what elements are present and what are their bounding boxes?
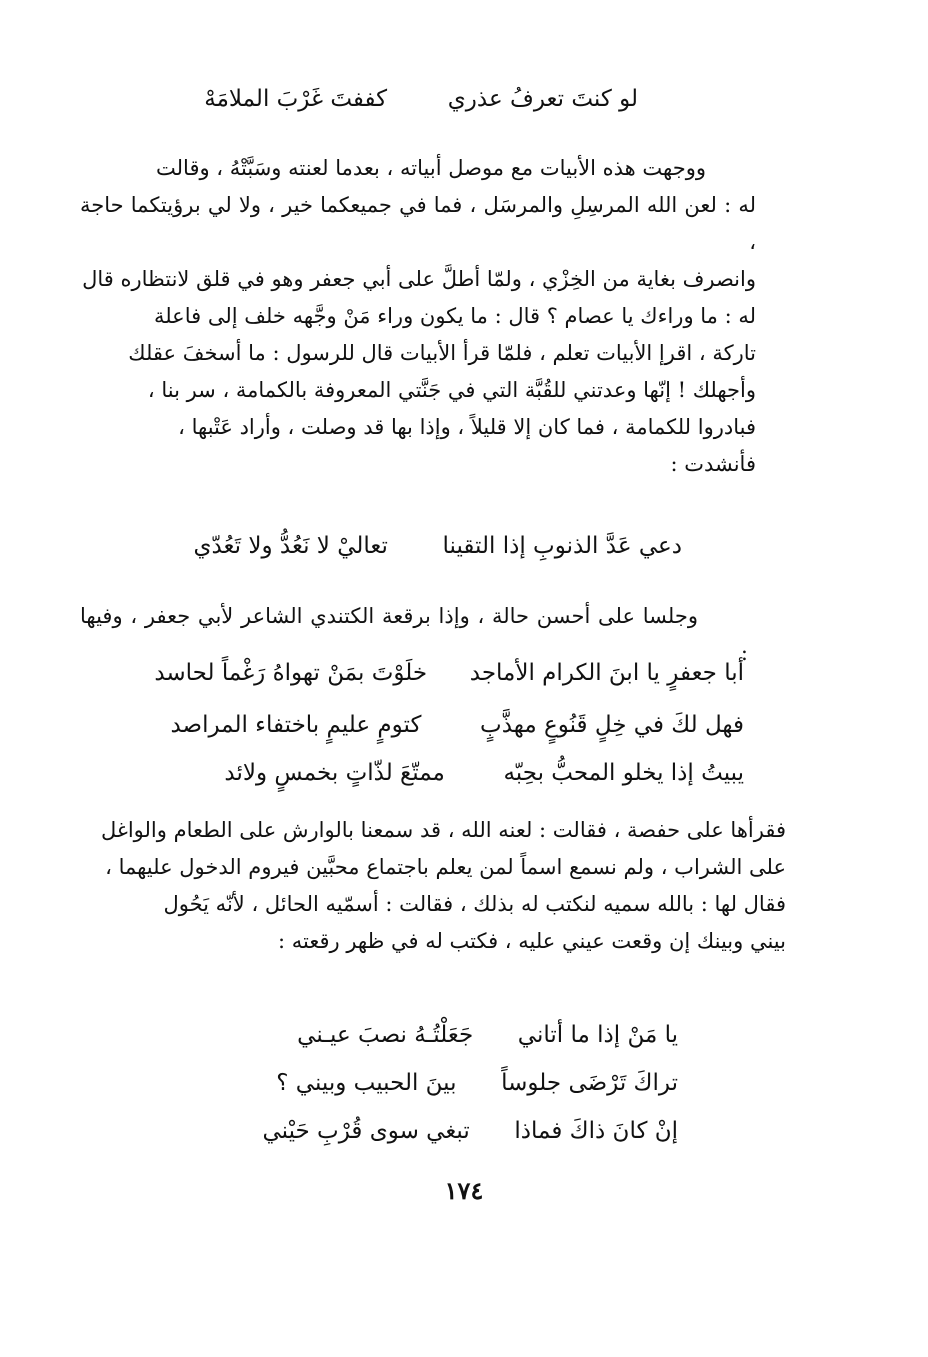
paragraph-3 bbox=[80, 812, 786, 960]
paragraph-3-line: فقال لها : بالله سميه لنكتب له بذلك ، فقالت : أسمّيه الحائل ، لأنّه يَحُول bbox=[163, 892, 786, 916]
paragraph-3-line: بيني وبينك إن وقعت عيني عليه ، فكتب له في ظهر رقعته : bbox=[278, 929, 786, 953]
paragraph-2-line: وجلسا على أحسن حالة ، وإذا برقعة الكتندي الشاعر لأبي جعفر ، وفيها : bbox=[80, 604, 748, 665]
poem-1-line-3-right: يبيتُ إذا يخلو المحبُّ بحِبّه bbox=[503, 760, 744, 786]
poem-2-line-1-left: جَعَلْتُـهُ نصبَ عيـني bbox=[297, 1022, 474, 1048]
verse-top bbox=[204, 84, 638, 114]
paragraph-1-line: له : لعن الله المرسِلِ والمرسَل ، فما في جميعكما خير ، ولا لي برؤيتكما حاجة ، bbox=[80, 193, 756, 254]
paragraph-1-line: وانصرف بغاية من الخِزْي ، ولمّا أطلَّ على أبي جعفر وهو في قلق لانتظاره قال bbox=[82, 267, 756, 291]
paragraph-1-line: فبادروا للكمامة ، فما كان إلا قليلاً ، وإذا بها قد وصلت ، وأراد عَتْبها ، bbox=[178, 415, 756, 439]
poem-1-line-1-left: خلَوْتَ بمَنْ تهواهُ رَغْماً لحاسد bbox=[154, 660, 428, 686]
paragraph-1-line: وأجهلك ! إنّها وعدتني للقُبَّة التي في جَنَّتي المعروفة بالكمامة ، سر بنا ، bbox=[147, 378, 756, 402]
poem-2-line-3-right: إنْ كانَ ذاكَ فماذا bbox=[514, 1118, 678, 1144]
poem-1-line-2-left: كتومٍ عليمٍ باختفاء المراصد bbox=[170, 712, 422, 738]
paragraph-3-line: فقرأها على حفصة ، فقالت : لعنه الله ، قد سمعنا بالوارش على الطعام والواغل bbox=[100, 818, 786, 842]
verse-middle-right: دعي عَدَّ الذنوبِ إذا التقينا bbox=[442, 533, 682, 559]
poem-1-line-2-right: فهل لكَ في خِلٍ قَنُوعٍ مهذَّبٍ bbox=[480, 712, 744, 738]
poem-1-line-1 bbox=[154, 658, 744, 688]
paragraph-3-line: على الشراب ، ولم نسمع اسماً لمن يعلم باجتماع محبَّين فيروم الدخول عليهما ، bbox=[105, 855, 786, 879]
paragraph-1-line: فأنشدت : bbox=[670, 452, 756, 476]
verse-top-right: لو كنتَ تعرفُ عذري bbox=[447, 86, 638, 112]
poem-1-line-3-left: ممتّعَ لذّاتٍ بخمسٍ ولائد bbox=[224, 760, 445, 786]
poem-1-line-1-right: أبا جعفرٍ يا ابنَ الكرام الأماجد bbox=[469, 660, 744, 686]
paragraph-1 bbox=[80, 150, 756, 483]
verse-middle-left: تعاليْ لا نَعُدُّ ولا تَعُدّي bbox=[193, 533, 388, 559]
poem-1-line-3 bbox=[224, 758, 744, 788]
poem-2-line-3 bbox=[262, 1116, 678, 1146]
poem-2-line-2-left: بينَ الحبيب وبيني ؟ bbox=[276, 1070, 457, 1096]
poem-2-line-2-right: تراكَ تَرْضَى جلوساً bbox=[501, 1070, 678, 1096]
poem-2-line-3-left: تبغي سوى قُرْبِ حَيْني bbox=[262, 1118, 470, 1144]
poem-1-line-2 bbox=[170, 710, 744, 740]
poem-2-line-2 bbox=[276, 1068, 678, 1098]
poem-2-line-1-right: يا مَنْ إذا ما أتاني bbox=[517, 1022, 678, 1048]
verse-top-left: كففتَ غَرْبَ الملامَهْ bbox=[204, 86, 388, 112]
poem-2-line-1 bbox=[297, 1020, 678, 1050]
verse-middle bbox=[193, 531, 682, 561]
paragraph-1-line: ووجهت هذه الأبيات مع موصل أبياته ، بعدما لعنته وسَبَّتْهُ ، وقالت bbox=[156, 156, 706, 180]
paragraph-1-line: له : ما وراءك يا عصام ؟ قال : ما يكون وراء مَنْ وجَّهه خلف إلى فاعلة bbox=[153, 304, 756, 328]
paragraph-1-line: تاركة ، اقرإ الأبيات تعلم ، فلمّا قرأ الأبيات قال للرسول : ما أسخفَ عقلك bbox=[128, 341, 756, 365]
page-number: ١٧٤ bbox=[444, 1176, 484, 1205]
